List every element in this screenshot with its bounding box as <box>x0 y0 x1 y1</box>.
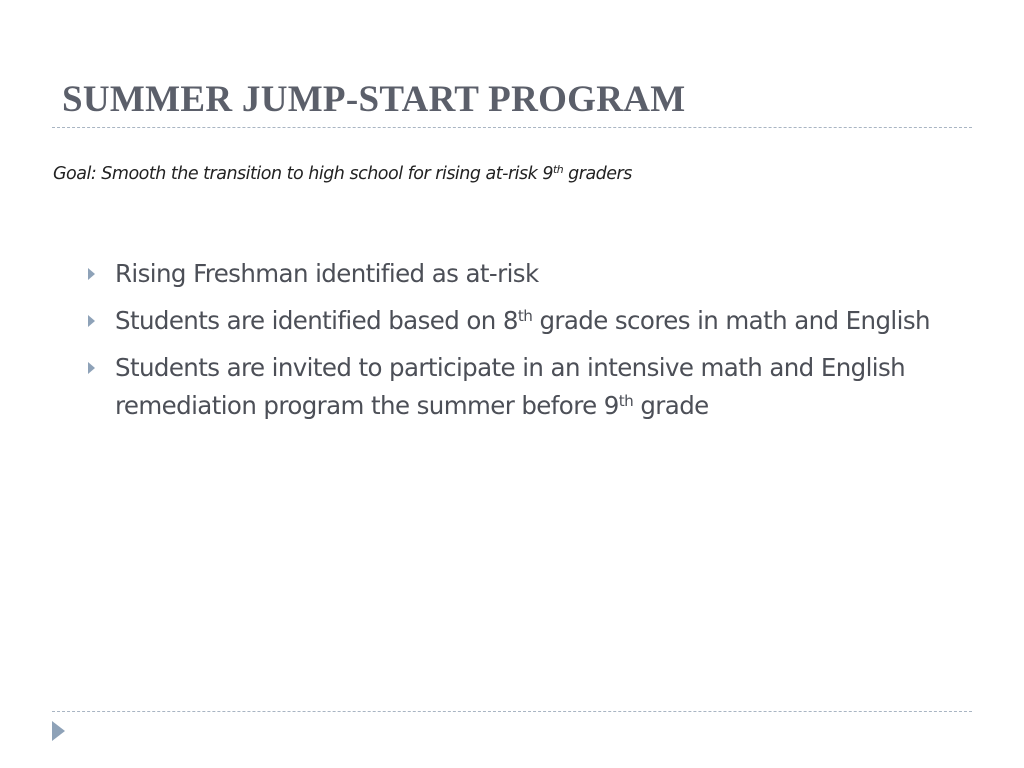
bullet-superscript: th <box>618 391 634 410</box>
bullet-text: Rising Freshman identified as at-risk <box>115 259 539 288</box>
bullet-item <box>84 302 934 340</box>
next-slide-triangle-icon[interactable] <box>52 721 65 741</box>
bullet-arrow-icon <box>88 315 95 327</box>
bullet-list <box>84 255 934 434</box>
bullet-item <box>84 349 934 425</box>
bullet-item <box>84 255 934 293</box>
bullet-arrow-icon <box>88 362 95 374</box>
bullet-text: Students are identified based on 8 <box>115 306 518 335</box>
bullet-text-end: grade <box>633 391 709 420</box>
goal-text-end: graders <box>563 164 632 184</box>
bullet-text: Students are invited to participate in an intensive math and English remediation program the summer before 9 <box>115 353 906 420</box>
goal-statement <box>53 161 632 187</box>
bullet-superscript: th <box>517 306 533 325</box>
slide-title: SUMMER JUMP-START PROGRAM <box>62 79 686 120</box>
bullet-arrow-icon <box>88 268 95 280</box>
footer-divider <box>52 711 972 712</box>
bullet-text-end: grade scores in math and English <box>532 306 930 335</box>
goal-superscript: th <box>552 163 564 177</box>
title-divider <box>52 127 972 128</box>
goal-text: Goal: Smooth the transition to high school for rising at-risk 9 <box>53 164 553 184</box>
